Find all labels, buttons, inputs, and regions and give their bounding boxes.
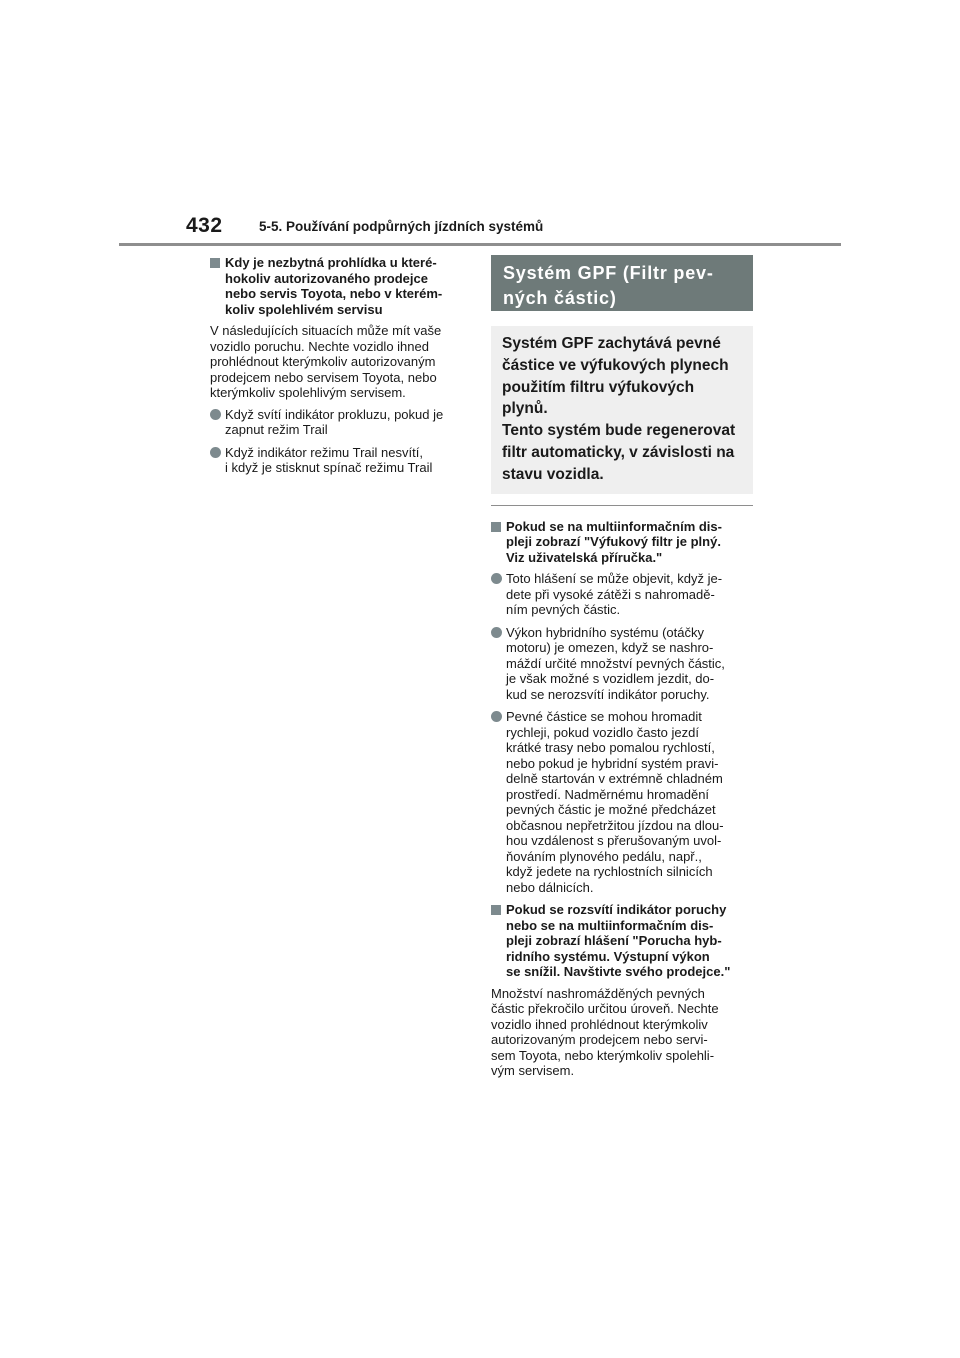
right-column bbox=[491, 255, 753, 1085]
bullet-line: Pevné částice se mohou hromadit bbox=[506, 709, 702, 725]
paragraph-line: částic překročilo určitou úroveň. Nechte bbox=[491, 1001, 719, 1017]
round-bullet-icon bbox=[210, 447, 221, 458]
heading-line: nebo se na multiinformačním dis- bbox=[506, 917, 714, 933]
bullet-line: je však možné s vozidlem jezdit, do- bbox=[506, 671, 715, 687]
heading-line: Pokud se rozsvítí indikátor poruchy bbox=[506, 902, 727, 918]
paragraph-line: kterýmkoliv spolehlivým servisem. bbox=[210, 385, 406, 400]
list-item bbox=[491, 709, 753, 895]
bullet-line: Když indikátor režimu Trail nesvítí, bbox=[225, 444, 423, 460]
round-bullet-icon bbox=[491, 573, 502, 584]
bullet-line: Když svítí indikátor prokluzu, pokud je bbox=[225, 406, 444, 422]
page-number: 432 bbox=[186, 214, 223, 237]
filter-full-heading bbox=[491, 519, 753, 566]
bullet-line: prostředí. Nadměrnému hromadění bbox=[506, 786, 710, 802]
inspection-heading bbox=[210, 255, 468, 317]
paragraph-line: vozidlo poruchu. Nechte vozidlo ihned bbox=[210, 338, 429, 354]
list-item bbox=[210, 445, 468, 476]
bullet-line: motoru) je omezen, když se nashro- bbox=[506, 640, 714, 656]
paragraph-line: prohlédnout kterýmkoliv autorizovaným bbox=[210, 354, 436, 369]
bullet-line: občasnou nepřetržitou jízdou na dlou- bbox=[506, 817, 724, 833]
list-item bbox=[491, 625, 753, 703]
square-bullet-icon bbox=[210, 258, 220, 268]
paragraph-line: vozidlo ihned prohlédnout kterýmkoliv bbox=[491, 1016, 708, 1032]
gpf-intro-box bbox=[491, 326, 753, 494]
heading-line: nebo servis Toyota, nebo v kterém- bbox=[225, 286, 443, 301]
intro-line: použitím filtru výfukových plynů. bbox=[502, 378, 695, 418]
bullet-line: když jedete na rychlostních silnicích bbox=[506, 864, 713, 880]
intro-line: stavu vozidla. bbox=[502, 465, 604, 483]
square-bullet-icon bbox=[491, 522, 501, 532]
malfunction-paragraph bbox=[491, 986, 753, 1079]
bullet-line: nebo dálnicích. bbox=[506, 879, 594, 895]
bullet-line: rychleji, pokud vozidlo často jezdí bbox=[506, 724, 699, 740]
heading-line: koliv spolehlivém servisu bbox=[225, 301, 383, 317]
bullet-line: zapnut režim Trail bbox=[225, 422, 328, 437]
heading-line: Pokud se na multiinformačním dis- bbox=[506, 518, 722, 534]
intro-line: filtr automaticky, v závislosti na bbox=[502, 443, 735, 461]
heading-line: Kdy je nezbytná prohlídka u které- bbox=[225, 255, 437, 270]
title-line: ných částic) bbox=[503, 288, 617, 308]
round-bullet-icon bbox=[210, 409, 221, 420]
bullet-line: i když je stisknut spínač režimu Trail bbox=[225, 460, 433, 475]
bullet-line: hou vzdálenost s přerušovaným uvol- bbox=[506, 833, 722, 849]
paragraph-line: sem Toyota, nebo kterýmkoliv spolehli- bbox=[491, 1047, 715, 1063]
bullet-line: krátké trasy nebo pomalou rychlostí, bbox=[506, 740, 715, 756]
section-title: 5-5. Používání podpůrných jízdních systémů bbox=[259, 219, 544, 234]
bullet-line: Výkon hybridního systému (otáčky bbox=[506, 624, 704, 640]
bullet-line: ním pevných částic. bbox=[506, 602, 621, 618]
title-line: Systém GPF (Filtr pev- bbox=[503, 263, 714, 283]
list-item bbox=[491, 571, 753, 618]
left-column bbox=[210, 255, 468, 483]
intro-line: částice ve výfukových plynech bbox=[502, 356, 729, 374]
inspection-paragraph bbox=[210, 323, 468, 401]
intro-line: Systém GPF zachytává pevné bbox=[502, 335, 721, 352]
heading-line: pleji zobrazí "Výfukový filtr je plný. bbox=[506, 534, 721, 550]
paragraph-line: prodejcem nebo servisem Toyota, nebo bbox=[210, 369, 437, 385]
heading-line: Viz uživatelská příručka." bbox=[506, 549, 663, 565]
round-bullet-icon bbox=[491, 711, 502, 722]
header-rule bbox=[119, 243, 841, 246]
bullet-line: pevných částic je možné předcházet bbox=[506, 802, 716, 818]
heading-line: ridního systému. Výstupní výkon bbox=[506, 948, 710, 964]
bullet-line: ňováním plynového pedálu, např., bbox=[506, 848, 702, 864]
paragraph-line: vým servisem. bbox=[491, 1063, 575, 1079]
bullet-line: dete při vysoké zátěži s nahromadě- bbox=[506, 586, 715, 602]
list-item bbox=[210, 407, 468, 438]
heading-line: pleji zobrazí hlášení "Porucha hyb- bbox=[506, 933, 722, 949]
round-bullet-icon bbox=[491, 627, 502, 638]
intro-line: Tento systém bude regenerovat bbox=[502, 422, 736, 440]
bullet-line: Toto hlášení se může objevit, když je- bbox=[506, 571, 723, 587]
gpf-title-box bbox=[491, 255, 753, 311]
paragraph-line: Množství nashromážděných pevných bbox=[491, 985, 705, 1001]
heading-line: hokoliv autorizovaného prodejce bbox=[225, 270, 428, 286]
malfunction-heading bbox=[491, 902, 753, 980]
paragraph-line: V následujících situacích může mít vaše bbox=[210, 323, 442, 338]
bullet-line: nebo pokud je hybridní systém pravi- bbox=[506, 755, 719, 771]
heading-line: se snížil. Navštivte svého prodejce." bbox=[506, 964, 731, 980]
bullet-line: delně startován v extrémně chladném bbox=[506, 771, 723, 787]
box-divider bbox=[491, 505, 753, 506]
paragraph-line: autorizovaným prodejcem nebo servi- bbox=[491, 1032, 708, 1048]
bullet-line: máždí určité množství pevných částic, bbox=[506, 655, 725, 671]
square-bullet-icon bbox=[491, 905, 501, 915]
bullet-line: kud se nerozsvítí indikátor poruchy. bbox=[506, 686, 710, 702]
